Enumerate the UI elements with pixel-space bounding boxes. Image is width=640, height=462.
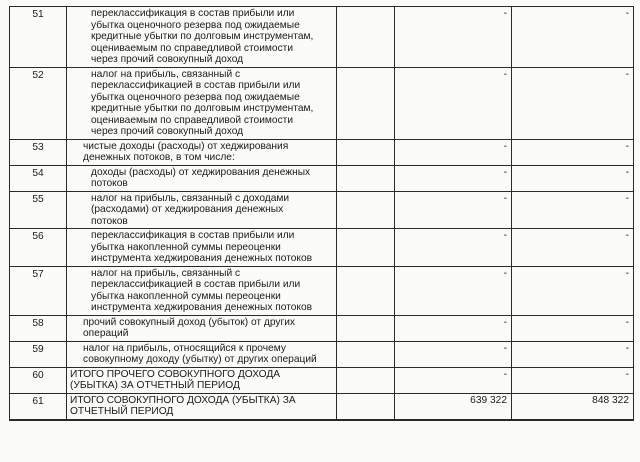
current-period-value: - (395, 191, 512, 229)
description-line: (расходами) от хеджирования денежных (91, 204, 284, 215)
description-line: чистые доходы (расходы) от хеджирования (83, 140, 289, 152)
description-line: операций (83, 328, 129, 339)
row-number: 54 (10, 165, 67, 191)
row-number: 60 (10, 367, 67, 393)
current-period-value: - (395, 7, 512, 68)
row-description (67, 67, 337, 139)
prior-period-value: - (512, 266, 634, 315)
note-cell (337, 67, 395, 139)
current-period-value: - (395, 139, 512, 165)
row-description (67, 315, 337, 341)
prior-period-value: - (512, 191, 634, 229)
note-cell (337, 367, 395, 393)
row-description (67, 367, 337, 393)
current-period-value: - (395, 367, 512, 393)
note-cell (337, 191, 395, 229)
row-description (67, 393, 337, 420)
row-number: 59 (10, 341, 67, 367)
description-line: убытка оценочного резерва под ожидаемые (91, 91, 300, 103)
description-line: (УБЫТКА) ЗА ОТЧЕТНЫЙ ПЕРИОД (70, 380, 240, 391)
note-cell (337, 341, 395, 367)
description-line: кредитные убытки по долговым инструментам, (91, 103, 314, 114)
description-line: оцениваемым по справедливой стоимости (91, 42, 294, 54)
row-number: 58 (10, 315, 67, 341)
row-number: 61 (10, 393, 67, 420)
row-number: 52 (10, 67, 67, 139)
description-line: через прочий совокупный доход (91, 54, 244, 65)
prior-period-value: - (512, 367, 634, 393)
current-period-value: - (395, 315, 512, 341)
description-line: убытка накопленной суммы переоценки (91, 241, 281, 253)
note-cell (337, 393, 395, 420)
prior-period-value: - (512, 341, 634, 367)
description-line: инструмента хеджирования денежных потоков (91, 302, 313, 313)
description-line: налог на прибыль, относящийся к прочему (83, 342, 286, 354)
current-period-value: - (395, 229, 512, 267)
description-line: совокупному доходу (убытку) от других операций (83, 354, 317, 365)
description-line: кредитные убытки по долговым инструментам, (91, 31, 314, 42)
prior-period-value: - (512, 67, 634, 139)
row-description (67, 266, 337, 315)
row-number: 55 (10, 191, 67, 229)
description-line: переклассификация в состав прибыли или (91, 230, 295, 241)
row-number: 56 (10, 229, 67, 267)
note-cell (337, 139, 395, 165)
note-cell (337, 165, 395, 191)
note-cell (337, 266, 395, 315)
description-line: налог на прибыль, связанный с доходами (91, 192, 290, 204)
description-line: ИТОГО СОВОКУПНОГО ДОХОДА (УБЫТКА) ЗА (70, 394, 296, 406)
table-row (10, 341, 634, 367)
description-line: инструмента хеджирования денежных потоков (91, 253, 313, 264)
prior-period-value: 848 322 (512, 393, 634, 420)
prior-period-value: - (512, 229, 634, 267)
description-line: налог на прибыль, связанный с (91, 68, 241, 80)
current-period-value: - (395, 266, 512, 315)
table-row (10, 315, 634, 341)
comprehensive-income-table (9, 6, 634, 421)
current-period-value: 639 322 (395, 393, 512, 420)
description-line: убытка оценочного резерва под ожидаемые (91, 19, 300, 31)
prior-period-value: - (512, 315, 634, 341)
table-row (10, 367, 634, 393)
row-description (67, 165, 337, 191)
prior-period-value: - (512, 7, 634, 68)
description-line: через прочий совокупный доход (91, 126, 244, 137)
note-cell (337, 229, 395, 267)
description-line: ИТОГО ПРОЧЕГО СОВОКУПНОГО ДОХОДА (70, 368, 281, 380)
note-cell (337, 7, 395, 68)
description-line: прочий совокупный доход (убыток) от других (83, 316, 296, 328)
description-line: потоков (91, 215, 128, 227)
table-row (10, 393, 634, 420)
row-description (67, 341, 337, 367)
row-description (67, 191, 337, 229)
description-line: убытка накопленной суммы переоценки (91, 290, 281, 302)
table-row (10, 229, 634, 267)
description-line: доходы (расходы) от хеджирования денежных (91, 166, 311, 178)
description-line: налог на прибыль, связанный с (91, 267, 241, 279)
table-row (10, 191, 634, 229)
row-description (67, 139, 337, 165)
row-number: 51 (10, 7, 67, 68)
description-line: ОТЧЕТНЫЙ ПЕРИОД (70, 406, 174, 417)
table-row (10, 266, 634, 315)
description-line: оцениваемым по справедливой стоимости (91, 114, 294, 126)
row-description (67, 229, 337, 267)
row-description (67, 7, 337, 68)
table-row (10, 7, 634, 68)
current-period-value: - (395, 67, 512, 139)
prior-period-value: - (512, 139, 634, 165)
current-period-value: - (395, 341, 512, 367)
note-cell (337, 315, 395, 341)
current-period-value: - (395, 165, 512, 191)
table-row (10, 139, 634, 165)
table-row (10, 67, 634, 139)
description-line: переклассификацией в состав прибыли или (91, 279, 301, 290)
table-row (10, 165, 634, 191)
description-line: потоков (91, 178, 128, 189)
description-line: переклассификацией в состав прибыли или (91, 80, 301, 91)
row-number: 53 (10, 139, 67, 165)
description-line: денежных потоков, в том числе: (83, 152, 235, 163)
description-line: переклассификация в состав прибыли или (91, 8, 295, 19)
prior-period-value: - (512, 165, 634, 191)
row-number: 57 (10, 266, 67, 315)
